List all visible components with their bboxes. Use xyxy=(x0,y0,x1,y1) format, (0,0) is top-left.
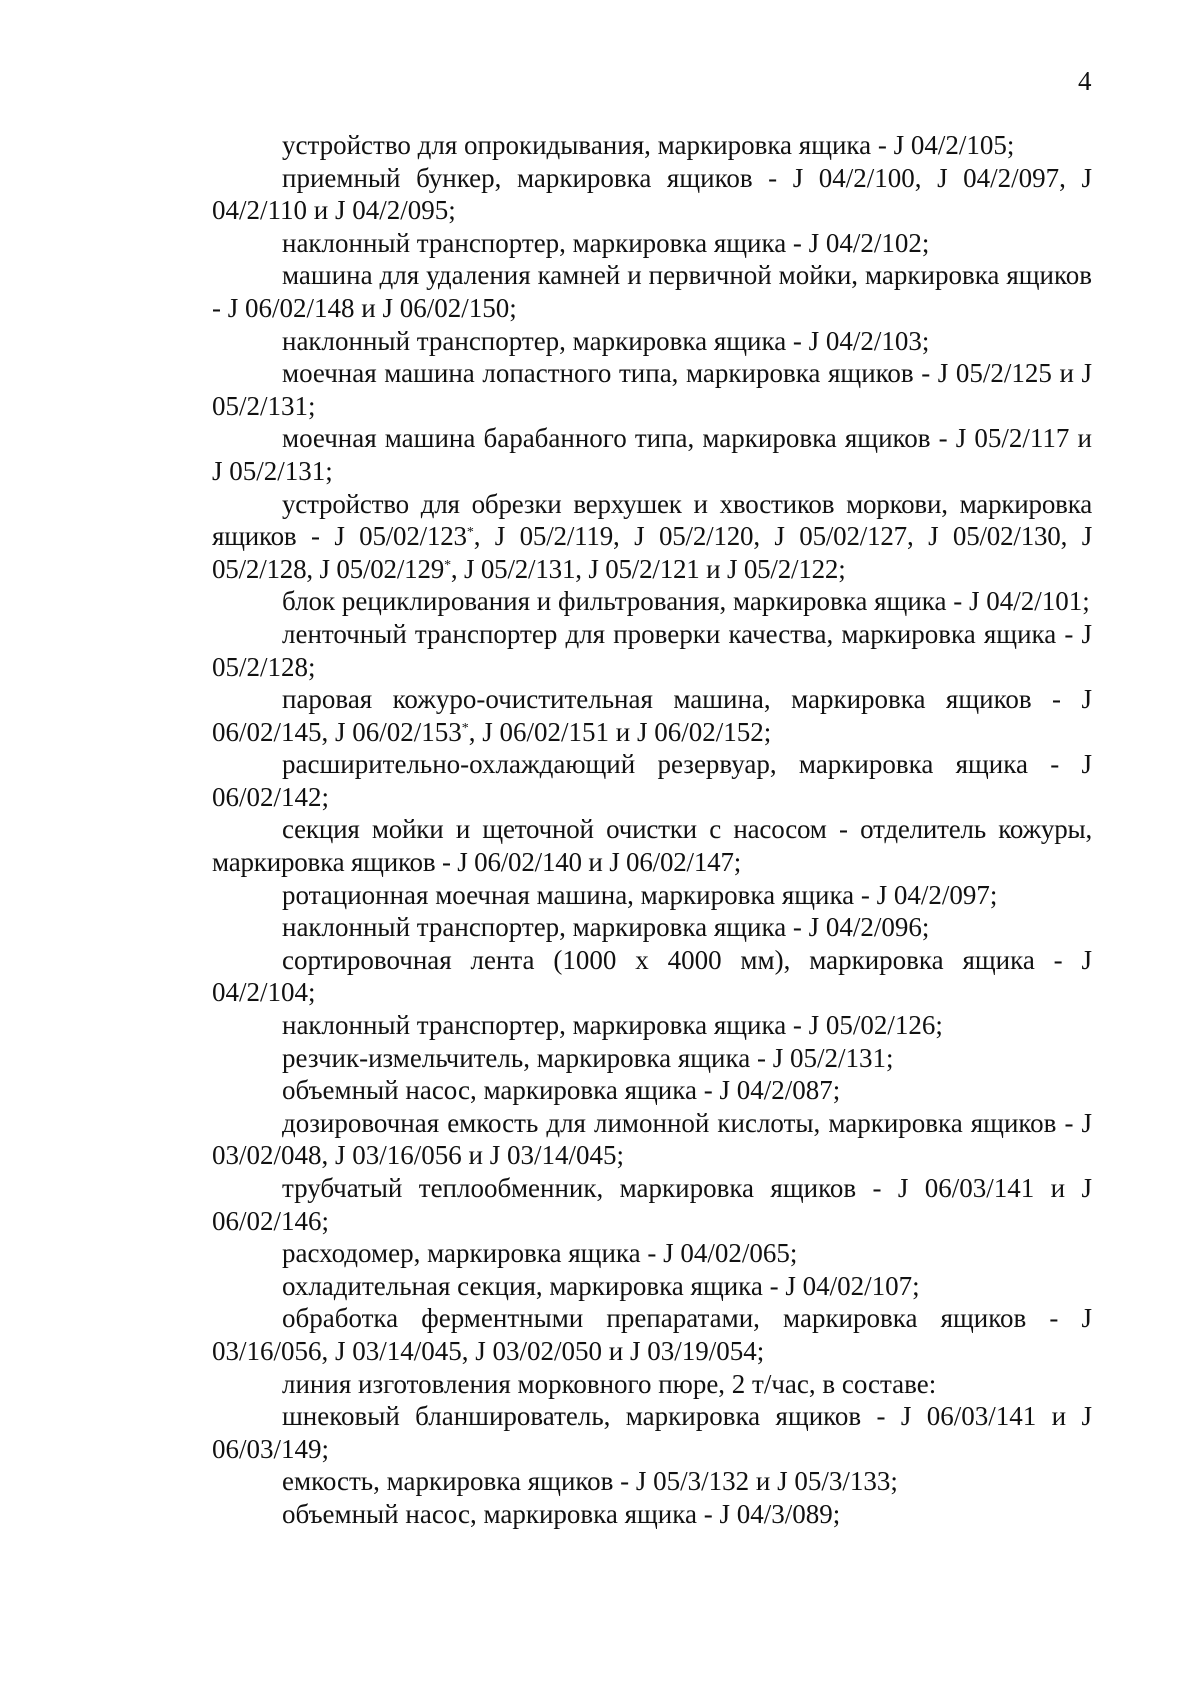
list-item: линия изготовления морковного пюре, 2 т/час, в составе: xyxy=(282,1368,937,1399)
list-item: дозировочная емкость для лимонной кислоты, маркировка ящиков - J 03/02/048, J 03/16/056 и J 03/14/045; xyxy=(212,1107,1092,1171)
list-item: расширительно-охлаждающий резервуар, маркировка ящика - J 06/02/142; xyxy=(212,749,1092,812)
list-item: емкость, маркировка ящиков - J 05/3/132 и J 05/3/133; xyxy=(282,1466,898,1497)
list-item: охладительная секция, маркировка ящика - J 04/02/107; xyxy=(282,1270,920,1301)
list-item: паровая кожуро-очистительная машина, маркировка ящиков - J 06/02/145, J 06/02/153*, J 06/02/151 и J 06/02/152; xyxy=(212,684,1092,747)
list-item: ротационная моечная машина, маркировка ящика - J 04/2/097; xyxy=(282,879,998,910)
footnote-marker: * xyxy=(444,557,451,573)
list-item: наклонный транспортер, маркировка ящика - J 04/2/102; xyxy=(282,227,930,258)
list-item: секция мойки и щеточной очистки с насосом - отделитель кожуры, маркировка ящиков - J 06/02/140 и J 06/02/147; xyxy=(212,814,1092,878)
list-item: моечная машина лопастного типа, маркировка ящиков - J 05/2/125 и J 05/2/131; xyxy=(212,358,1092,421)
equipment-list xyxy=(212,129,1092,1531)
list-item: расходомер, маркировка ящика - J 04/02/065; xyxy=(282,1238,798,1269)
list-item: обработка ферментными препаратами, маркировка ящиков - J 03/16/056, J 03/14/045, J 03/02/050 и J 03/19/054; xyxy=(212,1303,1092,1366)
list-item: устройство для опрокидывания, маркировка ящика - J 04/2/105; xyxy=(282,130,1015,160)
page-number: 4 xyxy=(1078,66,1092,96)
list-item: устройство для обрезки верхушек и хвостиков моркови, маркировка ящиков - J 05/02/123*, J 05/2/119, J 05/2/120, J 05/02/127, J 05/02/130, J 05/2/128, J 05/02/129*, J 05/2/131, J 05/2/121 и J 05/2/122; xyxy=(212,488,1093,584)
footnote-marker: * xyxy=(466,525,474,541)
list-item: сортировочная лента (1000 х 4000 мм), маркировка ящика - J 04/2/104; xyxy=(212,944,1092,1008)
list-item: моечная машина барабанного типа, маркировка ящиков - J 05/2/117 и J 05/2/131; xyxy=(212,423,1092,486)
list-item: блок рециклирования и фильтрования, маркировка ящика - J 04/2/101; xyxy=(282,586,1090,617)
list-item: резчик-измельчитель, маркировка ящика - J 05/2/131; xyxy=(282,1042,894,1073)
list-item: наклонный транспортер, маркировка ящика - J 04/2/103; xyxy=(282,325,930,356)
list-item: наклонный транспортер, маркировка ящика - J 04/2/096; xyxy=(282,912,930,943)
list-item: наклонный транспортер, маркировка ящика - J 05/02/126; xyxy=(282,1010,943,1041)
list-item: трубчатый теплообменник, маркировка ящиков - J 06/03/141 и J 06/02/146; xyxy=(212,1173,1092,1236)
list-item: шнековый бланширователь, маркировка ящиков - J 06/03/141 и J 06/03/149; xyxy=(212,1401,1092,1464)
list-item: приемный бункер, маркировка ящиков - J 04/2/100, J 04/2/097, J 04/2/110 и J 04/2/095; xyxy=(212,162,1092,226)
list-item: ленточный транспортер для проверки качества, маркировка ящика - J 05/2/128; xyxy=(212,618,1092,682)
list-item: объемный насос, маркировка ящика - J 04/3/089; xyxy=(282,1498,841,1529)
list-item: машина для удаления камней и первичной мойки, маркировка ящиков - J 06/02/148 и J 06/02/150; xyxy=(212,260,1092,323)
list-item: объемный насос, маркировка ящика - J 04/2/087; xyxy=(282,1075,841,1106)
footnote-marker: * xyxy=(461,720,469,736)
